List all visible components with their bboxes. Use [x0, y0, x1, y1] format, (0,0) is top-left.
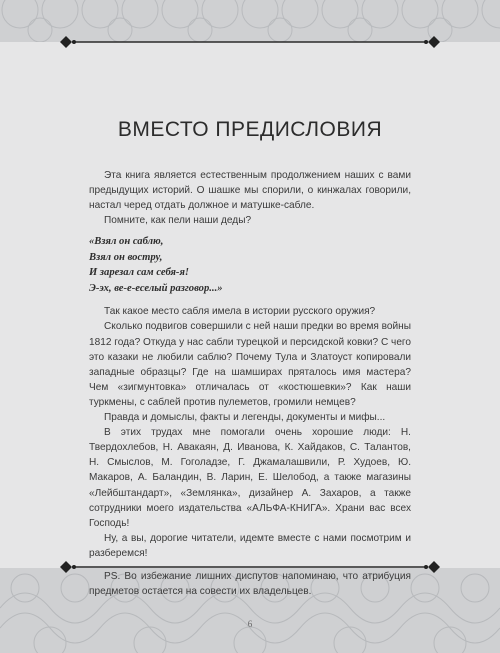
paragraph-remember: Помните, как пели наши деды?: [104, 215, 252, 227]
body-text: [89, 168, 411, 599]
paragraph-invite: Ну, а вы, дорогие читатели, идемте вместе с нами посмотрим и разберемся!: [89, 532, 411, 559]
page-number: 6: [247, 619, 253, 629]
page-title: ВМЕСТО ПРЕДИСЛОВИЯ: [117, 118, 383, 141]
spacer: [89, 561, 411, 569]
paragraph-truth: Правда и домыслы, факты и легенды, документы и мифы...: [104, 412, 386, 424]
paragraph-question: Так какое место сабля имела в истории русского оружия?: [104, 306, 376, 318]
poem-line: И зарезал сам себя-я!: [89, 267, 190, 279]
poem-line: Э-эх, ве-е-еселый разговор...»: [89, 282, 223, 294]
poem-quote: [89, 234, 411, 296]
paragraph-ps: PS. Во избежание лишних диспутов напоминаю, что атрибуция предметов остается на совести их владельцев.: [89, 570, 411, 598]
paragraph-intro: Эта книга является естественным продолжением наших с вами предыдущих историй. О шашке мы спорили, о кинжалах говорили, настал черед отдать должное и матушке-сабле.: [89, 170, 411, 212]
poem-line: Взял он востру,: [89, 251, 163, 263]
poem-line: «Взял он саблю,: [89, 236, 164, 248]
paragraph-questions: Сколько подвигов совершили с ней наши предки во время войны 1812 года? Откуда у нас сабли турецкой и персидской ковки? С чего это казаки не любили саблю? Почему Тула и Златоуст копировали западные образцы? Где на шамширах пряталось имя мастера? Чем «зигмунтовка» отличалась от «костюшевки»? Как наши туркмены, с саблей против пулеметов, громили немцев?: [89, 321, 411, 408]
paragraph-thanks: В этих трудах мне помогали очень хорошие люди: Н. Твердохлебов, Н. Авакаян, Д. Иванова, К. Хайдаков, С. Талантов, Н. Смыслов, М. Гоголадзе, Г. Джамалашвили, Р. Худоев, Ю. Макаров, А. Баландин, В. Ларин, Е. Шелобод, а также магазины «Лейбштандарт», «Землянка», дизайнер А. Захаров, а также сотрудники моего издательства «АЛЬФА-КНИГА». Храни вас всех Господь!: [89, 427, 411, 529]
